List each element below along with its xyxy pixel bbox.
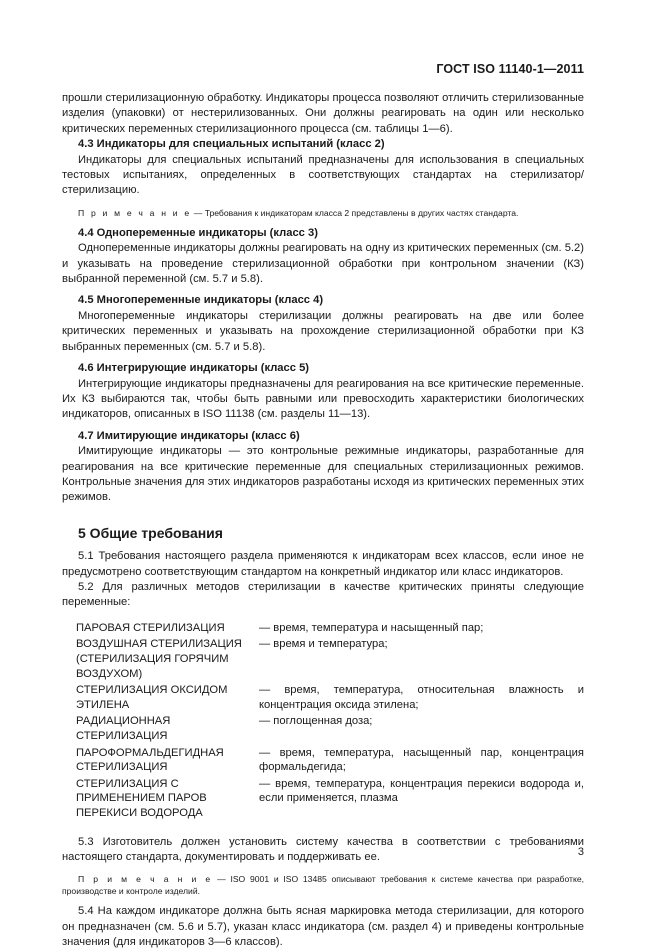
- method-name: СТЕРИЛИЗАЦИЯ ОКСИДОМ ЭТИЛЕНА: [76, 684, 228, 711]
- document-page: [62, 0, 584, 949]
- critical-variables: — время, температура, относительная влажность и концентрация оксида этилена;: [259, 684, 584, 711]
- section-4-7-text: Имитирующие индикаторы — это контрольные режимные индикаторы, разработанные для реагирования на все критические переменные для специальных стерилизационных режимов. Контрольные значения для этих индикаторов разработаны исходя из критических переменных этих режимов.: [62, 445, 584, 504]
- table-row: [76, 637, 584, 683]
- note-label: П р и м е ч а н и е: [78, 874, 213, 885]
- note-text: — ISO 9001 и ISO 13485 описывают требования к системе качества при разработке, производстве и контроле изделий.: [62, 874, 584, 897]
- section-4-6-text: Интегрирующие индикаторы предназначены для реагирования на все критические переменные. Их КЗ выбираются так, чтобы быть равными или превосходить характеристики биологических индикаторов, описанных в ISO 11138 (см. разделы 11—13).: [62, 377, 584, 421]
- section-4-7-heading: 4.7 Имитирующие индикаторы (класс 6): [78, 429, 300, 442]
- critical-variables: — поглощенная доза;: [259, 715, 373, 728]
- clause-5-1: 5.1 Требования настоящего раздела применяются к индикаторам всех классов, если иное не предусмотрено соответствующим стандартом на конкретный индикатор или класс индикаторов.: [62, 550, 584, 578]
- section-4-6-heading: 4.6 Интегрирующие индикаторы (класс 5): [78, 362, 310, 375]
- note-text: — Требования к индикаторам класса 2 представлены в других частях стандарта.: [191, 207, 519, 218]
- section-4-3-text: Индикаторы для специальных испытаний предназначены для использования в специальных тестовых испытаниях, определенных в соответствующих стандартах на стерилизатор/стерилизацию.: [62, 153, 584, 197]
- method-name: ПАРОФОРМАЛЬДЕГИДНАЯ СТЕРИЛИЗАЦИЯ: [76, 746, 224, 774]
- intro-paragraph: прошли стерилизационную обработку. Индикаторы процесса позволяют отличить стерилизованные изделия (упаковки) от нестерилизованных. Они должны реагировать на один или несколько критических переменных стерилизационного процесса (см. таблицы 1—6).: [62, 92, 584, 135]
- sterilization-methods-table: [76, 621, 584, 823]
- section-4-4-heading: 4.4 Однопеременные индикаторы (класс 3): [78, 226, 318, 239]
- table-row: [76, 777, 584, 823]
- critical-variables: — время, температура, насыщенный пар, концентрация формальдегида;: [259, 746, 584, 774]
- section-4-3-heading: 4.3 Индикаторы для специальных испытаний (класс 2): [78, 138, 385, 151]
- clause-5-3: 5.3 Изготовитель должен установить систему качества в соответствии с требованиями настоящего стандарта, документировать и поддерживать ее.: [62, 835, 584, 863]
- page-content: [62, 91, 584, 951]
- section-4-5-heading: 4.5 Многопеременные индикаторы (класс 4): [78, 294, 324, 307]
- section-5-heading: 5 Общие требования: [78, 524, 223, 541]
- table-row: [76, 746, 584, 777]
- method-name: ПАРОВАЯ СТЕРИЛИЗАЦИЯ: [76, 621, 225, 634]
- section-4-5-text: Многопеременные индикаторы стерилизации должны реагировать на две или более критических переменных и указывать на прохождение стерилизационной обработки при КЗ выбранных переменных (см. 5.7 и 5.8).: [62, 309, 584, 353]
- note-label: П р и м е ч а н и е: [78, 207, 192, 218]
- table-row: [76, 621, 584, 638]
- standard-header: ГОСТ ISO 11140-1—2011: [436, 62, 584, 76]
- critical-variables: — время, температура и насыщенный пар;: [259, 621, 484, 634]
- method-name: РАДИАЦИОННАЯ СТЕРИЛИЗАЦИЯ: [76, 715, 171, 742]
- section-5-3-note: [62, 873, 584, 897]
- clause-5-2: 5.2 Для различных методов стерилизации в качестве критических приняты следующие переменные:: [62, 580, 584, 609]
- method-name: СТЕРИЛИЗАЦИЯ С ПРИМЕНЕНИЕМ ПАРОВ ПЕРЕКИСИ ВОДОРОДА: [76, 777, 207, 819]
- section-4-3-note: [62, 207, 584, 219]
- method-name: ВОЗДУШНАЯ СТЕРИЛИЗАЦИЯ (СТЕРИЛИЗАЦИЯ ГОРЯЧИМ ВОЗДУХОМ): [76, 638, 242, 680]
- page-number: 3: [577, 846, 584, 858]
- critical-variables: — время и температура;: [259, 638, 388, 651]
- table-row: [76, 683, 584, 714]
- section-4-4-text: Однопеременные индикаторы должны реагировать на одну из критических переменных (см. 5.2) и указывать на проведение стерилизационной обработки при контрольном значении (КЗ) выбранной переменной (см. 5.7 и 5.8).: [62, 242, 584, 286]
- critical-variables: — время, температура, концентрация перекиси водорода и, если применяется, плазма: [259, 777, 584, 805]
- clause-5-4: 5.4 На каждом индикаторе должна быть ясная маркировка метода стерилизации, для которого он предназначен (см. 5.6 и 5.7), указан класс индикатора (см. раздел 4) и приведены контрольные значения (для индикаторов 3—6 классов).: [62, 905, 584, 949]
- table-row: [76, 714, 584, 745]
